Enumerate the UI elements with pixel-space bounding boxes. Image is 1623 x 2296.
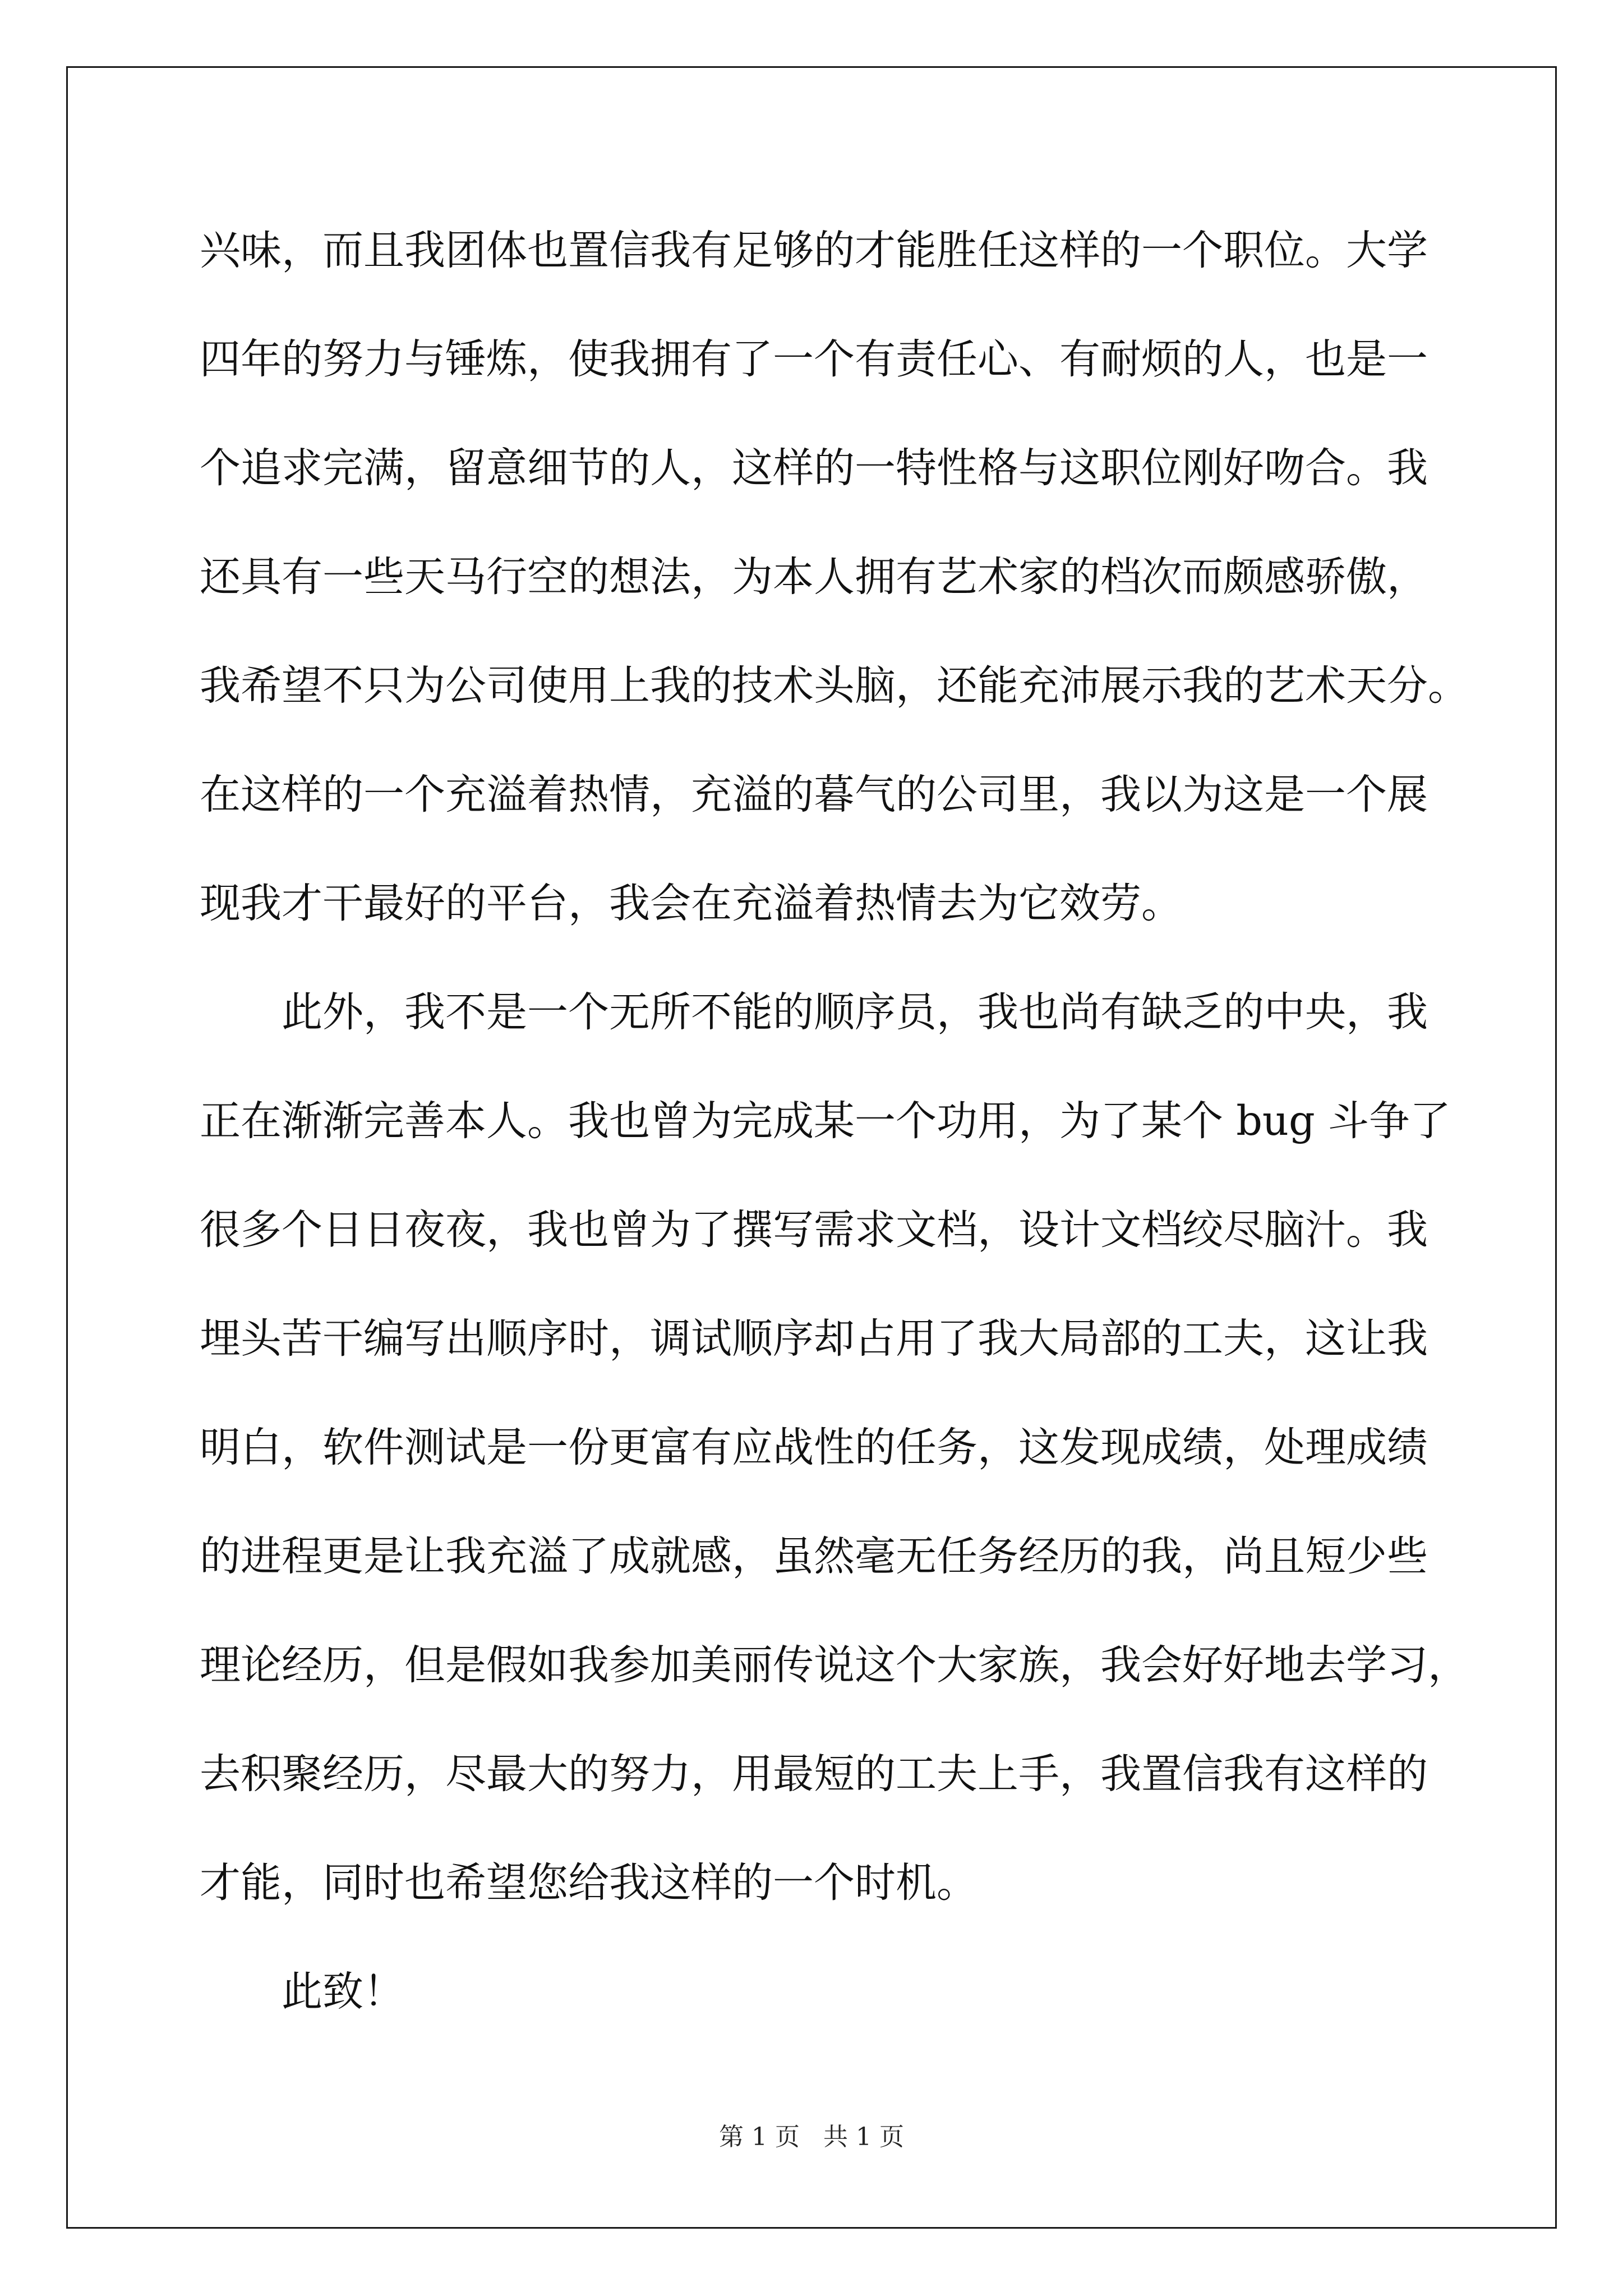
text-line: 去积聚经历，尽最大的努力，用最短的工夫上手，我置信我有这样的 (200, 1750, 1428, 1798)
text-line: 四年的努力与锤炼，使我拥有了一个有责任心、有耐烦的人，也是一 (200, 335, 1428, 383)
text-line: 的进程更是让我充溢了成就感，虽然毫无任务经历的我，尚且短少些 (200, 1533, 1428, 1580)
text-line: 现我才干最好的平台，我会在充溢着热情去为它效劳。 (200, 880, 1182, 927)
paragraph-first-line: 此外，我不是一个无所不能的顺序员，我也尚有缺乏的中央，我 (282, 988, 1428, 1036)
text-line: 兴味，而且我团体也置信我有足够的才能胜任这样的一个职位。大学 (200, 227, 1428, 274)
text-line: 埋头苦干编写出顺序时，调试顺序却占用了我大局部的工夫，这让我 (200, 1315, 1428, 1363)
text-line: 理论经历，但是假如我参加美丽传说这个大家族，我会好好地去学习， (200, 1641, 1469, 1689)
document-body (200, 213, 1469, 2063)
text-line: 正在渐渐完善本人。我也曾为完成某一个功用，为了某个 bug 斗争了 (200, 1097, 1451, 1145)
text-line: 很多个日日夜夜，我也曾为了撰写需求文档，设计文档绞尽脑汁。我 (200, 1206, 1428, 1254)
text-line: 还具有一些天马行空的想法，为本人拥有艺术家的档次而颇感骄傲， (200, 553, 1428, 601)
text-line: 个追求完满，留意细节的人，这样的一特性格与这职位刚好吻合。我 (200, 444, 1428, 492)
text-line: 明白，软件测试是一份更富有应战性的任务，这发现成绩，处理成绩 (200, 1424, 1428, 1471)
text-line: 在这样的一个充溢着热情，充溢的暮气的公司里，我以为这是一个展 (200, 771, 1428, 818)
page-number: 第 1 页 共 1 页 (719, 2123, 904, 2151)
text-line: 我希望不只为公司使用上我的技术头脑，还能充沛展示我的艺术天分。 (200, 662, 1469, 710)
page-footer (0, 2120, 1623, 2154)
closing-salutation: 此致！ (282, 1968, 404, 2016)
text-line: 才能，同时也希望您给我这样的一个时机。 (200, 1859, 978, 1907)
